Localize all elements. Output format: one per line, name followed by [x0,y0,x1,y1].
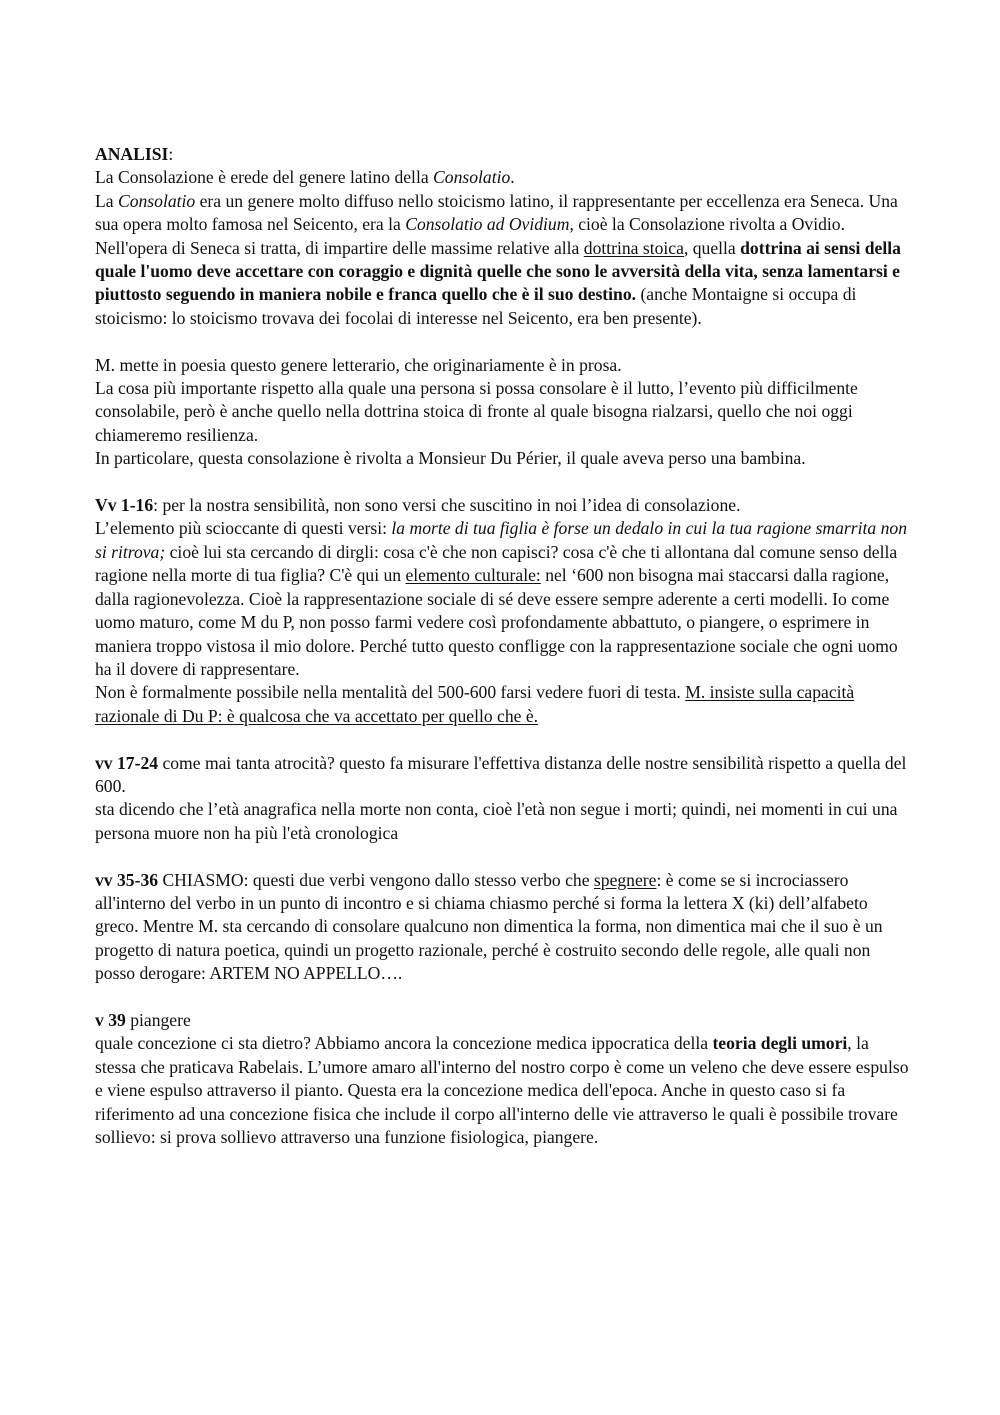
text-run: come mai tanta atrocità? questo fa misurare l'effettiva distanza delle nostre sensibilità rispetto a quella del 600. [95,752,907,796]
text-run: piangere [125,1009,191,1030]
text-run: : per la nostra sensibilità, non sono versi che suscitino in noi l’idea di consolazione. [153,495,741,516]
verse-label: Vv 1-16 [95,495,154,516]
italic-term: Consolatio [117,190,196,211]
text-run: . [510,167,515,188]
vv1-16-intro [95,494,910,517]
underlined-passage: M. insiste sulla capacità razionale di Du P: è qualcosa che va accettato per quello che è. [95,682,855,726]
intro-sentence-1 [95,166,910,189]
text-run: CHIASMO: questi due verbi vengono dallo stesso verbo che [158,869,594,890]
underlined-term: spegnere [593,869,657,890]
vv1-16-body [95,517,910,681]
verse-label: vv 17-24 [95,752,159,773]
verse-label: v 39 [95,1009,126,1030]
intro-paragraph [95,190,910,330]
para2-line-1: M. mette in poesia questo genere letterario, che originariamente è in prosa. [95,354,622,375]
text-run: La [95,190,118,211]
text-run: Non è formalmente possibile nella mentalità del 500-600 farsi vedere fuori di testa. [95,682,686,703]
italic-term: Consolatio [433,167,511,188]
text-run: era un genere molto diffuso nello stoicismo latino, il rappresentante per eccellenza era Seneca. Una sua opera molto famosa nel Seicento, era la [95,190,898,235]
text-run: nel ‘600 non bisogna mai staccarsi dalla ragione, dalla ragionevolezza. Cioè la rappresentazione sociale di sé deve essere sempre aderente a certi modelli. Io come uomo maturo, come M du P, non posso farmi vedere così profondamente abbattuto, o piangere, o esprimere in maniera troppo vistosa il mio dolore. Perché tutto questo confligge con la rappresentazione sociale che ogni uomo ha il dovere di rappresentare. [95,565,898,679]
bold-term: teoria degli umori [712,1033,848,1054]
text-run: (anche Montaigne si occupa di stoicismo: lo stoicismo trovava dei focolai di interesse nel Seicento, era ben presente). [95,284,857,328]
vv1-16-conclusion [95,681,910,728]
text-run: quale concezione ci sta dietro? Abbiamo ancora la concezione medica ippocratica della [95,1033,713,1054]
italic-quote: la morte di tua figlia è forse un dedalo in cui la tua ragione smarrita non si ritrova; [95,518,907,562]
paragraph-gap [95,471,910,494]
underlined-term: dottrina stoica [583,237,684,258]
vv17-24-intro [95,752,910,799]
para2-line-3: In particolare, questa consolazione è rivolta a Monsieur Du Périer, il quale aveva perso una bambina. [95,448,806,469]
text-run: , quella [683,237,741,258]
bold-passage: dottrina ai sensi della quale l'uomo deve accettare con coraggio e dignità quelle che sono le avversità della vita, senza lamentarsi e piuttosto seguendo in maniera nobile e franca quello che è il suo destino. [95,237,901,305]
text-run: L’elemento più scioccante di questi versi: [95,518,392,539]
v39-intro [95,1009,910,1032]
italic-title: Consolatio ad Ovidium [405,214,570,235]
text-run: , cioè la Consolazione rivolta a Ovidio. Nell'opera di Seneca si tratta, di impartire delle massime relative alla [95,214,846,258]
text-run: : è come se si incrociassero all'interno del verbo in un punto di incontro e si chiama chiasmo perché si forma la lettera X (ki) dell’alfabeto greco. Mentre M. sta cercando di consolare qualcuno non dimentica la forma, non dimentica mai che il suo è un progetto di natura poetica, quindi un progetto razionale, perché è costruito secondo delle regole, alle quali non posso derogare: ARTEM NO APPELLO…. [95,869,883,984]
v39-body [95,1032,910,1149]
heading-colon: : [168,144,174,164]
text-run: , la stessa che praticava Rabelais. L’umore amaro all'interno del nostro corpo è come un veleno che deve essere espulso e viene espulso attraverso il pianto. Questa era la concezione medica dell'epoca. Anche in questo caso si fa riferimento ad una concezione fisica che include il corpo all'interno delle vie attraverso le quali è possibile trovare sollievo: si prova sollievo attraverso una funzione fisiologica, piangere. [95,1033,909,1147]
underlined-term: elemento culturale: [405,565,541,586]
paragraph-gap [95,728,910,751]
section-heading: ANALISI [95,144,169,164]
verse-label: vv 35-36 [95,869,159,890]
text-run: cioè lui sta cercando di dirgli: cosa c'è che non capisci? cosa c'è che ti allontana dal comune senso della ragione nella morte di tua figlia? C'è qui un [95,541,898,586]
heading-line [95,143,910,166]
vv17-24-body: sta dicendo che l’età anagrafica nella morte non conta, cioè l'età non segue i morti; quindi, nei momenti in cui una persona muore non ha più l'età cronologica [95,799,898,843]
text-run: La Consolazione è erede del genere latino della [95,167,434,188]
paragraph-gap [95,330,910,353]
vv35-36-paragraph [95,869,910,986]
paragraph-gap [95,986,910,1009]
document-page [95,143,910,1149]
paragraph-gap [95,845,910,868]
para2-line-2: La cosa più importante rispetto alla quale una persona si possa consolare è il lutto, l’evento più difficilmente consolabile, però è anche quello nella dottrina stoica di fronte al quale bisogna rialzarsi, quello che noi oggi chiameremo resilienza. [95,378,858,445]
